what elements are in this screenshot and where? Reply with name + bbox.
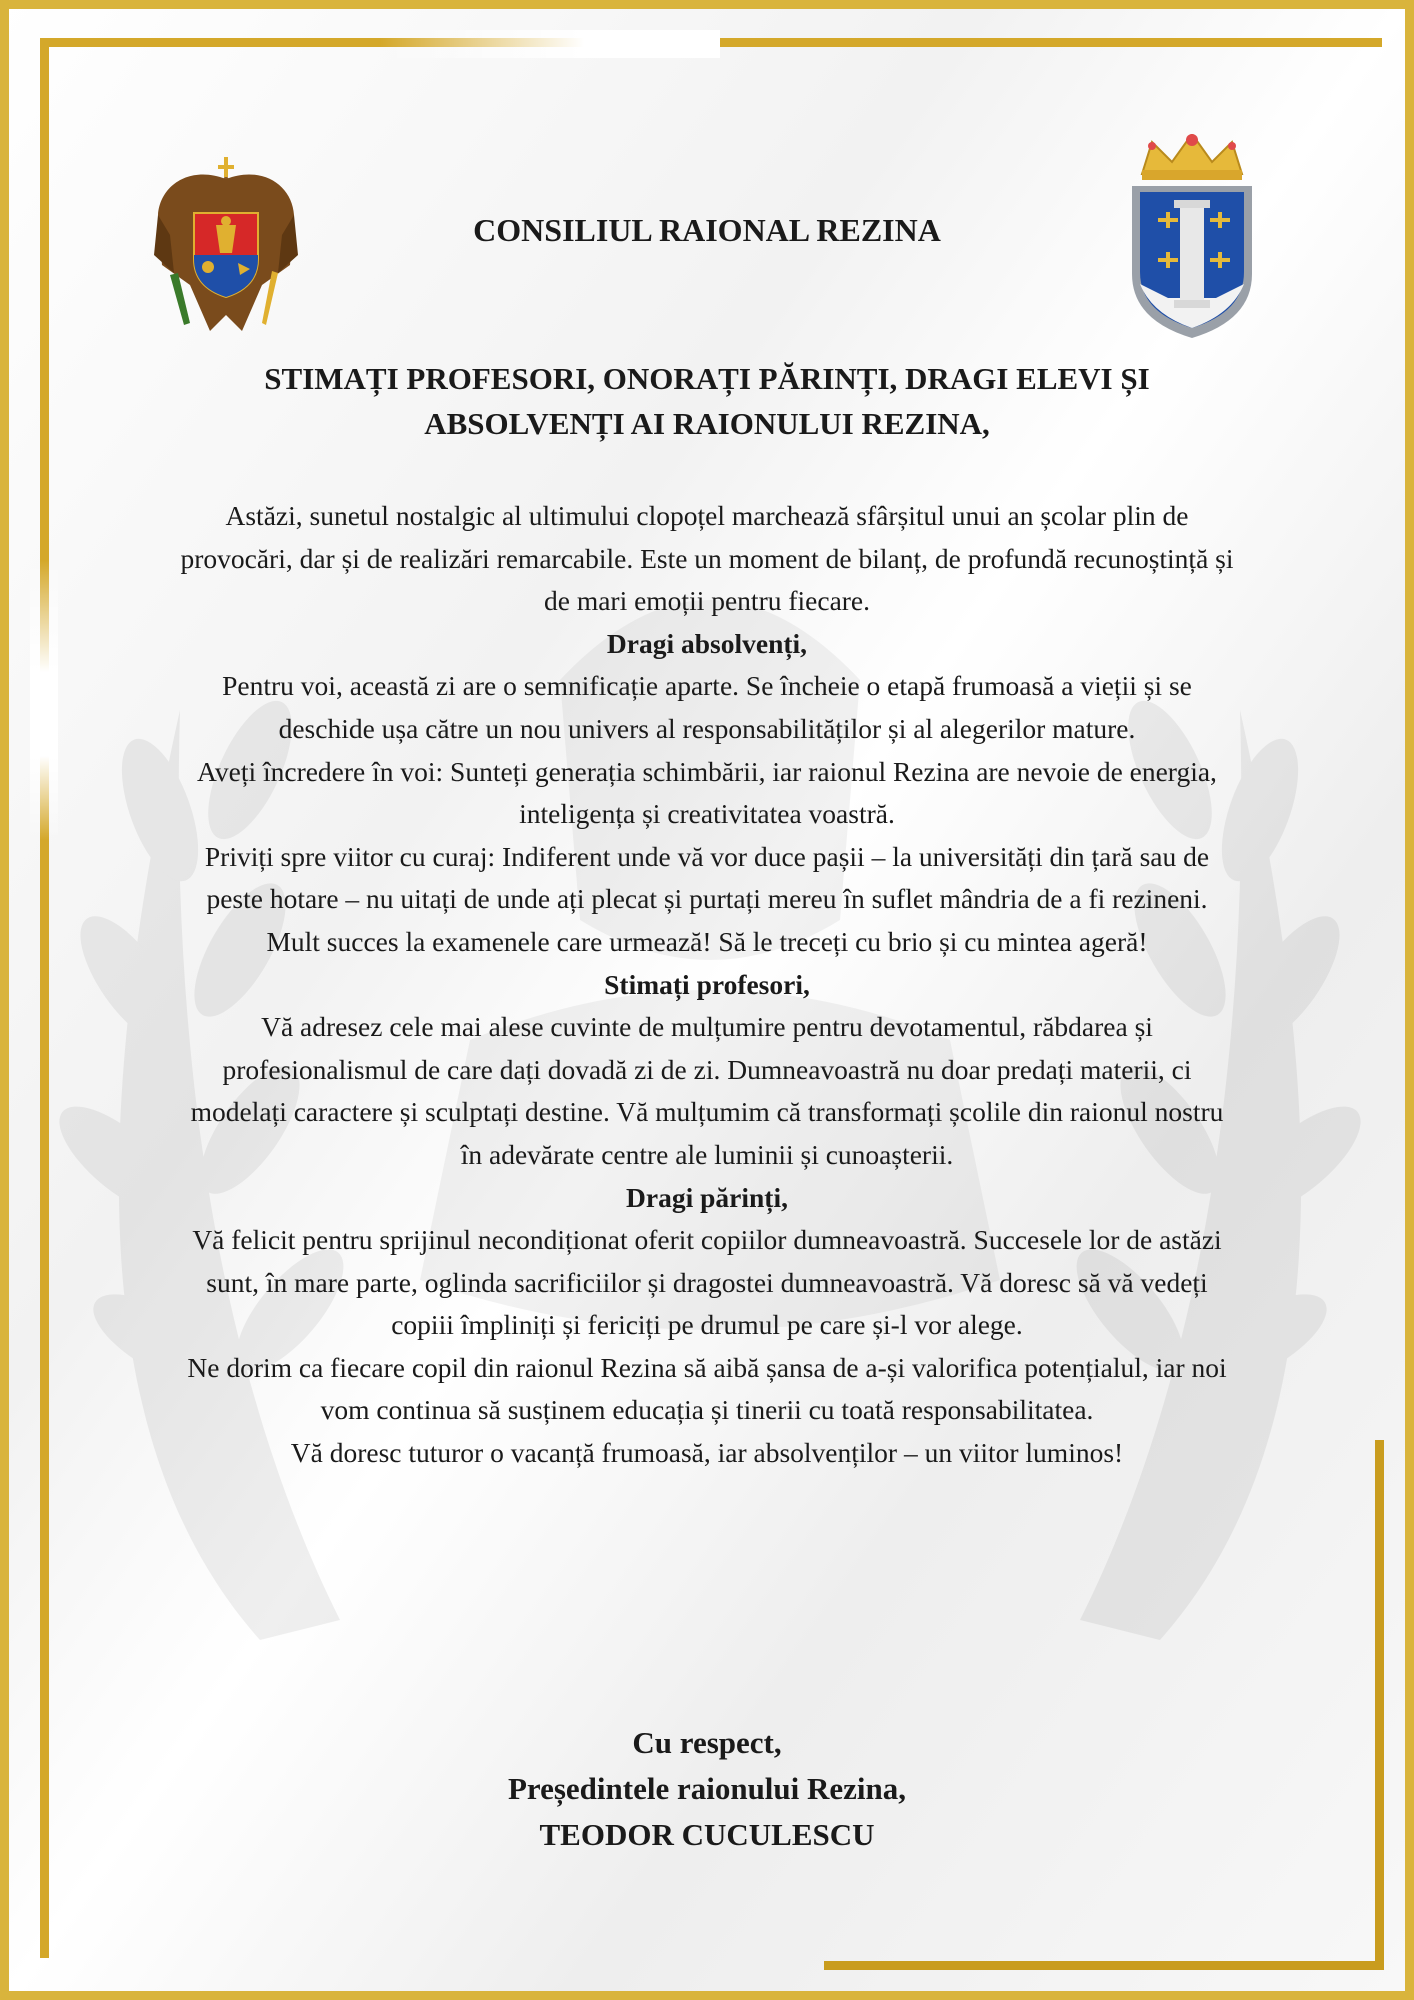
letter-body (180, 495, 1234, 1475)
graduates-paragraph-2: Aveți încredere în voi: Sunteți generația schimbării, iar raionul Rezina are nevoie de energia, inteligența și creativitatea voastră. (197, 755, 1217, 830)
signature-title: Președintele raionului Rezina, (507, 1771, 907, 1806)
parents-paragraph: Vă felicit pentru sprijinul necondiționat oferit copiilor dumneavoastră. Succesele lor de astăzi sunt, în mare parte, oglinda sacrificiilor și dragostei dumneavoastră. Vă doresc să vă vedeți copiii împliniți și fericiți pe drumul pe care și-l vor alege. (192, 1224, 1222, 1341)
closing-paragraph-1: Ne dorim ca fiecare copil din raionul Rezina să aibă șansa de a-și valorifica potențialul, iar noi vom continua să susținem educația și tinerii cu toată responsabilitatea. (187, 1351, 1227, 1426)
salutation-heading: STIMAȚI PROFESORI, ONORAȚI PĂRINȚI, DRAGI ELEVI ȘI ABSOLVENȚI AI RAIONULUI REZINA, (264, 361, 1150, 441)
council-title: CONSILIUL RAIONAL REZINA (473, 212, 941, 248)
signature-block (300, 1720, 1114, 1858)
graduates-heading: Dragi absolvenți, (606, 627, 808, 659)
parents-heading: Dragi părinți, (626, 1181, 788, 1213)
graduates-paragraph-4: Mult succes la examenele care urmează! Să le treceți cu brio și cu mintea ageră! (266, 925, 1148, 957)
frame-fade-top (380, 30, 720, 58)
intro-paragraph: Astăzi, sunetul nostalgic al ultimului clopoțel marchează sfârșitul unui an școlar plin de provocări, dar și de realizări remarcabile. Este un moment de bilanț, de profundă recunoștință și de mari emoții pentru fiecare. (180, 500, 1234, 617)
moldova-coat-of-arms-icon (150, 155, 302, 339)
teachers-heading: Stimați profesori, (604, 968, 810, 1000)
closing-paragraph-2: Vă doresc tuturor o vacanță frumoasă, iar absolvenților – un viitor luminos! (290, 1437, 1124, 1469)
signature-regards: Cu respect, (632, 1725, 782, 1760)
teachers-paragraph: Vă adresez cele mai alese cuvinte de mulțumire pentru devotamentul, răbdarea și profesionalismul de care dați dovadă zi de zi. Dumneavoastră nu doar predați materii, ci modelați caractere și sculptați destine. Vă mulțumim că transformați școlile din raionul nostru în adevărate centre ale luminii și cunoașterii. (190, 1011, 1224, 1170)
graduates-paragraph-3: Priviți spre viitor cu curaj: Indiferent unde vă vor duce pașii – la universități din țară sau de peste hotare – nu uitați de unde ați plecat și purtați mereu în suflet mândria de a fi rezineni. (204, 840, 1210, 915)
signature-name: TEODOR CUCULESCU (539, 1817, 875, 1852)
graduates-paragraph-1: Pentru voi, această zi are o semnificație aparte. Se încheie o etapă frumoasă a vieții și se deschide ușa către un nou univers al responsabilităților și al alegerilor mature. (222, 670, 1192, 744)
rezina-district-coat-of-arms-icon (1128, 134, 1256, 340)
